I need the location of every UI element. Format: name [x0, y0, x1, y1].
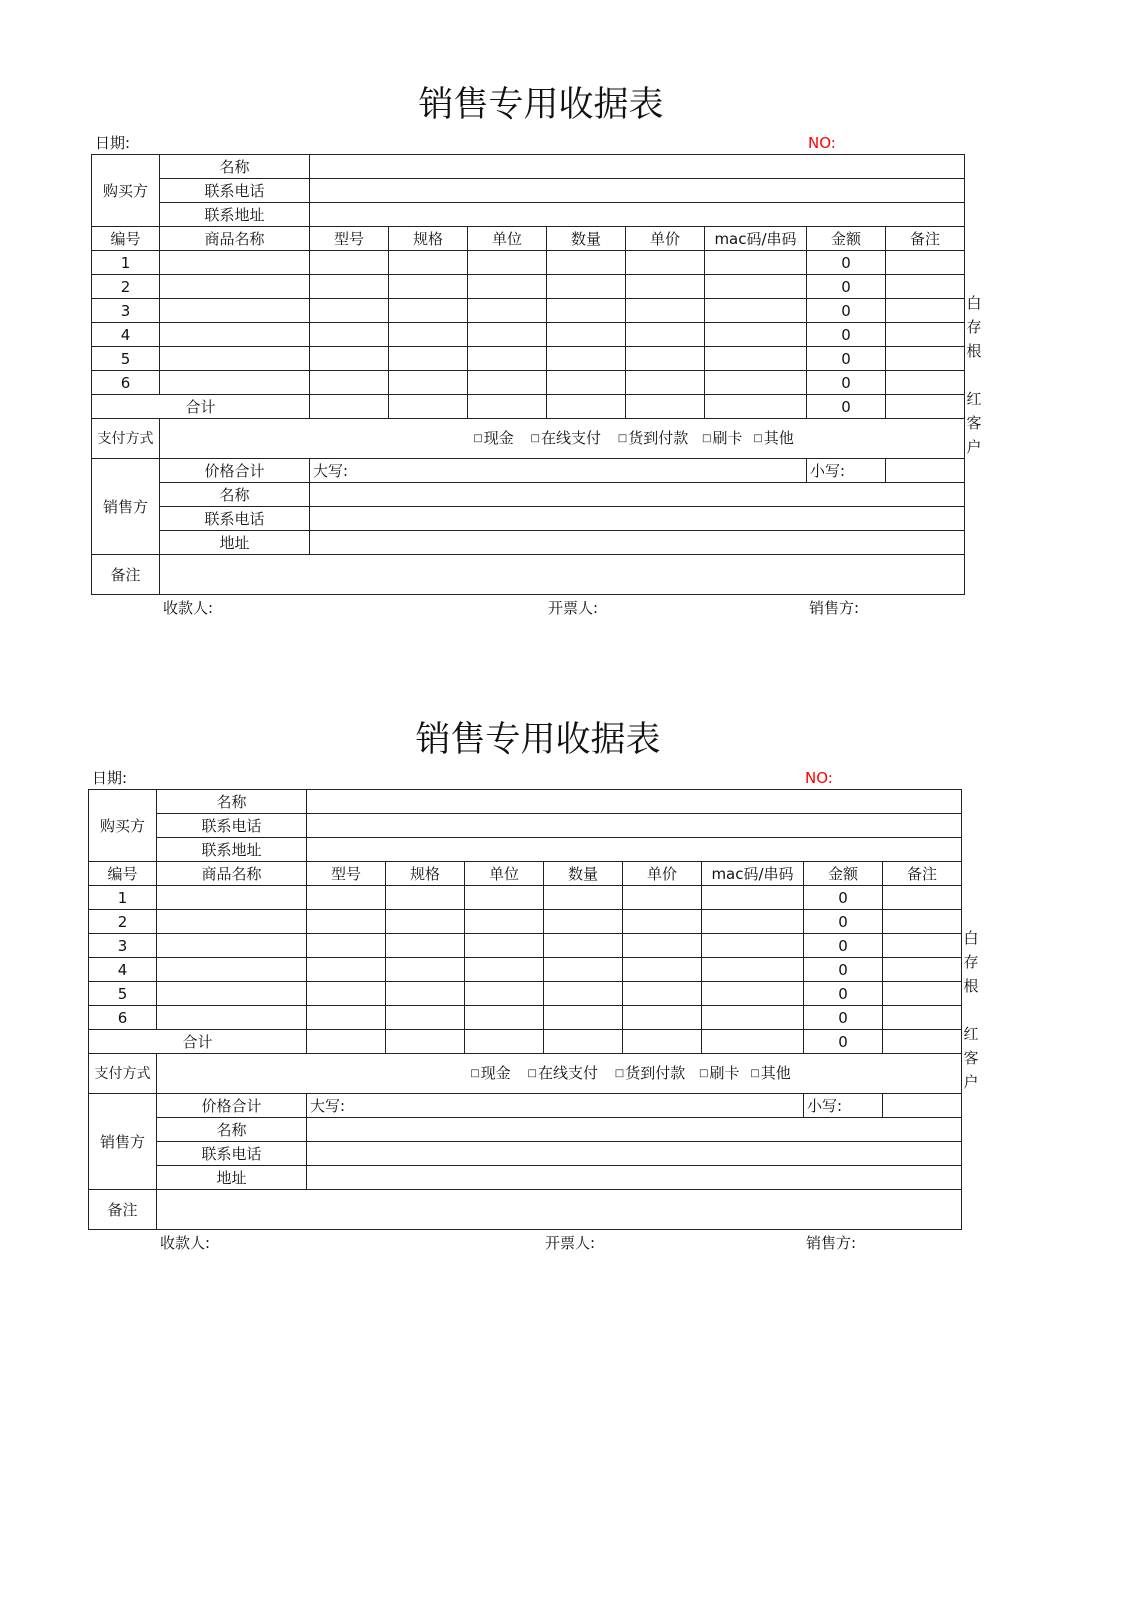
- payment-option-other[interactable]: [750, 1064, 790, 1082]
- copy-label-char: 户: [966, 438, 982, 456]
- row-number: 1: [92, 251, 160, 275]
- payee-label: 收款人:: [160, 1234, 211, 1252]
- total-row: [92, 395, 965, 419]
- unit-price-cell[interactable]: [623, 910, 702, 934]
- model-cell[interactable]: [307, 910, 386, 934]
- payment-option-label: 在线支付: [540, 429, 601, 448]
- uppercase-amount-field[interactable]: [310, 459, 807, 483]
- total-label: 合计: [92, 395, 310, 419]
- unit-cell[interactable]: [468, 347, 547, 371]
- quantity-cell[interactable]: [547, 275, 626, 299]
- date-label: 日期:: [92, 769, 128, 787]
- table-row: [89, 1006, 962, 1030]
- remark-cell[interactable]: [883, 886, 962, 910]
- row-number: 4: [89, 958, 157, 982]
- receipt-table: [91, 154, 965, 595]
- payment-options: [157, 1054, 962, 1094]
- unit-cell[interactable]: [465, 1006, 544, 1030]
- total-spec-cell: [389, 395, 468, 419]
- total-model-cell: [307, 1030, 386, 1054]
- product-name-cell[interactable]: [157, 1006, 307, 1030]
- total-row: [89, 1030, 962, 1054]
- product-name-cell[interactable]: [157, 934, 307, 958]
- row-number: 3: [92, 299, 160, 323]
- unit-price-cell[interactable]: [623, 934, 702, 958]
- checkbox-icon[interactable]: □: [473, 432, 483, 444]
- seller-address-label: 地址: [157, 1166, 307, 1190]
- remark-label: 备注: [92, 555, 160, 595]
- receipt-number-label: NO:: [805, 769, 833, 787]
- seller-name-label: 名称: [157, 1118, 307, 1142]
- total-spec-cell: [386, 1030, 465, 1054]
- buyer-address-label: 联系地址: [160, 203, 310, 227]
- buyer-address-label: 联系地址: [157, 838, 307, 862]
- product-name-cell[interactable]: [157, 982, 307, 1006]
- total-unit-cell: [468, 395, 547, 419]
- mac-serial-cell[interactable]: [705, 347, 807, 371]
- amount-cell: 0: [804, 934, 883, 958]
- quantity-cell[interactable]: [544, 934, 623, 958]
- model-cell[interactable]: [310, 371, 389, 395]
- product-name-cell[interactable]: [157, 958, 307, 982]
- table-row: [89, 934, 962, 958]
- payment-option-online[interactable]: [531, 429, 601, 447]
- copy-labels: [965, 291, 983, 459]
- seller-section-label: 销售方: [89, 1094, 157, 1190]
- receipt-table: [88, 789, 962, 1230]
- spec-cell[interactable]: [386, 910, 465, 934]
- receipt-form-2: [88, 716, 988, 1276]
- lowercase-label-cell: [807, 459, 886, 483]
- checkbox-icon[interactable]: □: [530, 432, 540, 444]
- uppercase-label: 大写:: [313, 461, 349, 480]
- remark-cell[interactable]: [886, 323, 965, 347]
- model-cell[interactable]: [310, 251, 389, 275]
- quantity-cell[interactable]: [547, 347, 626, 371]
- buyer-name-field[interactable]: [310, 155, 965, 179]
- product-name-cell[interactable]: [160, 251, 310, 275]
- spec-cell[interactable]: [386, 958, 465, 982]
- payment-option-card[interactable]: [702, 429, 742, 447]
- model-cell[interactable]: [307, 934, 386, 958]
- quantity-cell[interactable]: [544, 958, 623, 982]
- buyer-name-field[interactable]: [307, 790, 962, 814]
- quantity-cell[interactable]: [544, 886, 623, 910]
- header-unit-price: 单价: [626, 227, 705, 251]
- payment-option-label: 刷卡: [712, 429, 743, 448]
- buyer-name-label: 名称: [157, 790, 307, 814]
- remark-label: 备注: [89, 1190, 157, 1230]
- model-cell[interactable]: [310, 323, 389, 347]
- receipt-form-1: [91, 81, 991, 641]
- payment-option-cod[interactable]: [615, 1064, 685, 1082]
- total-price-cell: [626, 395, 705, 419]
- product-name-cell[interactable]: [157, 910, 307, 934]
- unit-price-cell[interactable]: [623, 958, 702, 982]
- mac-serial-cell[interactable]: [702, 958, 804, 982]
- copy-label-char: 户: [963, 1073, 979, 1091]
- amount-cell: 0: [804, 958, 883, 982]
- total-mac-cell: [702, 1030, 804, 1054]
- checkbox-icon[interactable]: □: [527, 1067, 537, 1079]
- total-remark-cell: [883, 1030, 962, 1054]
- lowercase-amount-field[interactable]: [883, 1094, 962, 1118]
- header-quantity: 数量: [544, 862, 623, 886]
- seller-signature-label: 销售方:: [806, 1234, 857, 1252]
- row-number: 6: [89, 1006, 157, 1030]
- unit-price-cell[interactable]: [626, 299, 705, 323]
- quantity-cell[interactable]: [547, 371, 626, 395]
- date-label: 日期:: [95, 134, 131, 152]
- buyer-phone-field[interactable]: [310, 179, 965, 203]
- checkbox-icon[interactable]: □: [617, 432, 628, 444]
- header-number: 编号: [92, 227, 160, 251]
- unit-cell[interactable]: [465, 982, 544, 1006]
- quantity-cell[interactable]: [544, 1006, 623, 1030]
- amount-cell: 0: [807, 323, 886, 347]
- copy-label-char: 白: [966, 294, 982, 312]
- unit-price-cell[interactable]: [623, 982, 702, 1006]
- spec-cell[interactable]: [389, 275, 468, 299]
- payment-method-label: 支付方式: [92, 419, 160, 459]
- unit-price-cell[interactable]: [626, 251, 705, 275]
- total-quantity-cell: [547, 395, 626, 419]
- remark-cell[interactable]: [883, 910, 962, 934]
- row-number: 4: [92, 323, 160, 347]
- seller-phone-field[interactable]: [307, 1142, 962, 1166]
- payment-option-label: 其他: [760, 1064, 791, 1083]
- issuer-label: 开票人:: [545, 1234, 596, 1252]
- total-quantity-cell: [544, 1030, 623, 1054]
- copy-label-char: 红: [966, 390, 982, 408]
- quantity-cell[interactable]: [544, 910, 623, 934]
- table-row: [92, 251, 965, 275]
- table-row: [89, 886, 962, 910]
- seller-name-field[interactable]: [310, 483, 965, 507]
- total-amount: 0: [804, 1030, 883, 1054]
- issuer-label: 开票人:: [548, 599, 599, 617]
- seller-address-field[interactable]: [307, 1166, 962, 1190]
- header-amount: 金额: [807, 227, 886, 251]
- buyer-address-field[interactable]: [310, 203, 965, 227]
- mac-serial-cell[interactable]: [702, 886, 804, 910]
- spec-cell[interactable]: [389, 323, 468, 347]
- total-price-cell: [623, 1030, 702, 1054]
- payment-option-label: 刷卡: [709, 1064, 740, 1083]
- product-name-cell[interactable]: [160, 275, 310, 299]
- spec-cell[interactable]: [386, 1006, 465, 1030]
- model-cell[interactable]: [307, 886, 386, 910]
- quantity-cell[interactable]: [547, 323, 626, 347]
- seller-section-label: 销售方: [92, 459, 160, 555]
- payment-method-label: 支付方式: [89, 1054, 157, 1094]
- price-total-label: 价格合计: [160, 459, 310, 483]
- amount-cell: 0: [807, 347, 886, 371]
- remark-cell[interactable]: [886, 347, 965, 371]
- payment-option-cod[interactable]: [618, 429, 688, 447]
- buyer-name-label: 名称: [160, 155, 310, 179]
- checkbox-icon[interactable]: □: [614, 1067, 625, 1079]
- model-cell[interactable]: [310, 299, 389, 323]
- header-spec: 规格: [386, 862, 465, 886]
- checkbox-icon[interactable]: □: [470, 1067, 480, 1079]
- model-cell[interactable]: [307, 958, 386, 982]
- unit-price-cell[interactable]: [626, 275, 705, 299]
- amount-cell: 0: [807, 275, 886, 299]
- header-quantity: 数量: [547, 227, 626, 251]
- spec-cell[interactable]: [386, 982, 465, 1006]
- unit-price-cell[interactable]: [623, 1006, 702, 1030]
- unit-price-cell[interactable]: [623, 886, 702, 910]
- mac-serial-cell[interactable]: [702, 910, 804, 934]
- buyer-section-label: 购买方: [89, 790, 157, 862]
- header-remark: 备注: [883, 862, 962, 886]
- remark-field[interactable]: [160, 555, 965, 595]
- total-remark-cell: [886, 395, 965, 419]
- row-number: 2: [92, 275, 160, 299]
- mac-serial-cell[interactable]: [705, 299, 807, 323]
- unit-cell[interactable]: [468, 299, 547, 323]
- uppercase-amount-field[interactable]: [307, 1094, 804, 1118]
- row-number: 6: [92, 371, 160, 395]
- price-total-label: 价格合计: [157, 1094, 307, 1118]
- items-header-row: [92, 227, 965, 251]
- payment-option-label: 其他: [763, 429, 794, 448]
- unit-cell[interactable]: [468, 323, 547, 347]
- copy-label-char: 红: [963, 1025, 979, 1043]
- copy-label-char: 存: [966, 318, 982, 336]
- checkbox-icon[interactable]: □: [753, 432, 763, 444]
- remark-cell[interactable]: [886, 275, 965, 299]
- unit-cell[interactable]: [468, 371, 547, 395]
- model-cell[interactable]: [307, 1006, 386, 1030]
- quantity-cell[interactable]: [547, 251, 626, 275]
- unit-cell[interactable]: [468, 275, 547, 299]
- unit-cell[interactable]: [468, 251, 547, 275]
- seller-signature-label: 销售方:: [809, 599, 860, 617]
- remark-cell[interactable]: [883, 958, 962, 982]
- payment-option-cash[interactable]: [473, 429, 513, 447]
- remark-field[interactable]: [157, 1190, 962, 1230]
- total-mac-cell: [705, 395, 807, 419]
- amount-cell: 0: [804, 886, 883, 910]
- spec-cell[interactable]: [389, 347, 468, 371]
- unit-cell[interactable]: [465, 886, 544, 910]
- buyer-address-field[interactable]: [307, 838, 962, 862]
- remark-cell[interactable]: [886, 251, 965, 275]
- amount-cell: 0: [804, 910, 883, 934]
- buyer-phone-field[interactable]: [307, 814, 962, 838]
- lowercase-label: 小写:: [807, 1096, 843, 1115]
- payment-row: [92, 419, 965, 459]
- payment-options: [160, 419, 965, 459]
- seller-phone-label: 联系电话: [157, 1142, 307, 1166]
- payment-option-label: 现金: [483, 429, 514, 448]
- table-row: [92, 275, 965, 299]
- form-title: 销售专用收据表: [415, 720, 661, 760]
- copy-label-char: 根: [963, 977, 979, 995]
- receipt-number-label: NO:: [808, 134, 836, 152]
- table-row: [92, 323, 965, 347]
- checkbox-icon[interactable]: □: [750, 1067, 760, 1079]
- unit-cell[interactable]: [465, 958, 544, 982]
- table-row: [89, 910, 962, 934]
- buyer-phone-label: 联系电话: [160, 179, 310, 203]
- table-row: [89, 982, 962, 1006]
- unit-price-cell[interactable]: [626, 323, 705, 347]
- header-amount: 金额: [804, 862, 883, 886]
- mac-serial-cell[interactable]: [702, 982, 804, 1006]
- header-remark: 备注: [886, 227, 965, 251]
- copy-label-char: 根: [966, 342, 982, 360]
- payment-option-card[interactable]: [699, 1064, 739, 1082]
- row-number: 1: [89, 886, 157, 910]
- total-label: 合计: [89, 1030, 307, 1054]
- remark-cell[interactable]: [886, 299, 965, 323]
- copy-label-char: 白: [963, 929, 979, 947]
- row-number: 2: [89, 910, 157, 934]
- mac-serial-cell[interactable]: [705, 275, 807, 299]
- total-unit-cell: [465, 1030, 544, 1054]
- payment-option-label: 在线支付: [537, 1064, 598, 1083]
- checkbox-icon[interactable]: □: [702, 432, 712, 444]
- mac-serial-cell[interactable]: [705, 371, 807, 395]
- total-model-cell: [310, 395, 389, 419]
- unit-cell[interactable]: [465, 934, 544, 958]
- product-name-cell[interactable]: [160, 347, 310, 371]
- header-number: 编号: [89, 862, 157, 886]
- header-unit: 单位: [468, 227, 547, 251]
- payment-option-label: 现金: [480, 1064, 511, 1083]
- product-name-cell[interactable]: [160, 323, 310, 347]
- amount-cell: 0: [807, 299, 886, 323]
- quantity-cell[interactable]: [547, 299, 626, 323]
- amount-cell: 0: [804, 1006, 883, 1030]
- payment-option-cash[interactable]: [470, 1064, 510, 1082]
- form-title: 销售专用收据表: [418, 85, 664, 125]
- quantity-cell[interactable]: [544, 982, 623, 1006]
- seller-name-label: 名称: [160, 483, 310, 507]
- remark-cell[interactable]: [883, 1006, 962, 1030]
- header-mac-serial: mac码/串码: [705, 227, 807, 251]
- copy-label-char: 客: [963, 1049, 979, 1067]
- buyer-section-label: 购买方: [92, 155, 160, 227]
- seller-name-field[interactable]: [307, 1118, 962, 1142]
- seller-phone-field[interactable]: [310, 507, 965, 531]
- mac-serial-cell[interactable]: [702, 1006, 804, 1030]
- payment-option-label: 货到付款: [628, 429, 689, 448]
- unit-price-cell[interactable]: [626, 347, 705, 371]
- table-row: [89, 958, 962, 982]
- copy-labels: [962, 926, 980, 1094]
- remark-cell[interactable]: [883, 982, 962, 1006]
- unit-cell[interactable]: [465, 910, 544, 934]
- product-name-cell[interactable]: [160, 299, 310, 323]
- uppercase-label: 大写:: [310, 1096, 346, 1115]
- header-unit: 单位: [465, 862, 544, 886]
- row-number: 3: [89, 934, 157, 958]
- mac-serial-cell[interactable]: [702, 934, 804, 958]
- copy-label-char: 存: [963, 953, 979, 971]
- remark-cell[interactable]: [886, 371, 965, 395]
- buyer-phone-label: 联系电话: [157, 814, 307, 838]
- lowercase-label-cell: [804, 1094, 883, 1118]
- unit-price-cell[interactable]: [626, 371, 705, 395]
- payment-row: [89, 1054, 962, 1094]
- header-mac-serial: mac码/串码: [702, 862, 804, 886]
- row-number: 5: [89, 982, 157, 1006]
- seller-address-label: 地址: [160, 531, 310, 555]
- copy-label-char: 客: [966, 414, 982, 432]
- total-amount: 0: [807, 395, 886, 419]
- remark-cell[interactable]: [883, 934, 962, 958]
- mac-serial-cell[interactable]: [705, 323, 807, 347]
- header-product-name: 商品名称: [157, 862, 307, 886]
- lowercase-label: 小写:: [810, 461, 846, 480]
- product-name-cell[interactable]: [160, 371, 310, 395]
- amount-cell: 0: [807, 371, 886, 395]
- checkbox-icon[interactable]: □: [699, 1067, 709, 1079]
- payment-option-other[interactable]: [753, 429, 793, 447]
- spec-cell[interactable]: [389, 371, 468, 395]
- table-row: [92, 347, 965, 371]
- spec-cell[interactable]: [389, 299, 468, 323]
- payment-option-online[interactable]: [528, 1064, 598, 1082]
- header-model: 型号: [307, 862, 386, 886]
- model-cell[interactable]: [307, 982, 386, 1006]
- amount-cell: 0: [804, 982, 883, 1006]
- mac-serial-cell[interactable]: [705, 251, 807, 275]
- product-name-cell[interactable]: [157, 886, 307, 910]
- payee-label: 收款人:: [163, 599, 214, 617]
- amount-cell: 0: [807, 251, 886, 275]
- seller-phone-label: 联系电话: [160, 507, 310, 531]
- items-header-row: [89, 862, 962, 886]
- spec-cell[interactable]: [386, 886, 465, 910]
- spec-cell[interactable]: [386, 934, 465, 958]
- header-spec: 规格: [389, 227, 468, 251]
- lowercase-amount-field[interactable]: [886, 459, 965, 483]
- header-product-name: 商品名称: [160, 227, 310, 251]
- row-number: 5: [92, 347, 160, 371]
- spec-cell[interactable]: [389, 251, 468, 275]
- payment-option-label: 货到付款: [625, 1064, 686, 1083]
- table-row: [92, 371, 965, 395]
- header-unit-price: 单价: [623, 862, 702, 886]
- model-cell[interactable]: [310, 275, 389, 299]
- header-model: 型号: [310, 227, 389, 251]
- seller-address-field[interactable]: [310, 531, 965, 555]
- model-cell[interactable]: [310, 347, 389, 371]
- table-row: [92, 299, 965, 323]
